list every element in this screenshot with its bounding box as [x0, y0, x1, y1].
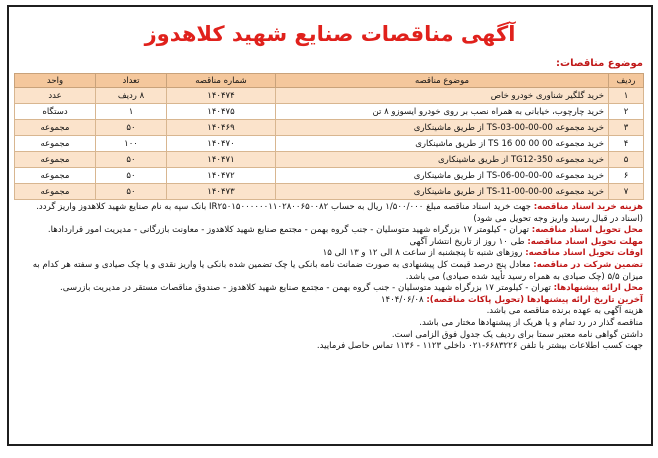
- table-header-row: [15, 74, 644, 88]
- cell-quantity: ۵۰: [96, 120, 167, 136]
- proposal-place-text: تهران - کیلومتر ۱۷ بزرگراه شهید متوسلیان - جنب گروه بهمن - مجتمع صنایع شهید کلاهدوز - صندوق مناقصات مستقر در مدیریت بازرسی.: [59, 283, 551, 294]
- cell-unit: مجموعه: [15, 152, 96, 168]
- header-row-no: ردیف: [609, 74, 644, 88]
- cell-quantity: ۱۰۰: [96, 136, 167, 152]
- cell-row-no: ۲: [609, 104, 644, 120]
- cell-unit: دستگاه: [15, 104, 96, 120]
- header-quantity: تعداد: [96, 74, 167, 88]
- table-row: [15, 88, 644, 104]
- header-tender-number: شماره مناقصه: [167, 74, 276, 88]
- cell-subject: خرید مجموعه TS 16 00 00 00 از طریق ماشینکاری: [276, 136, 609, 152]
- cell-row-no: ۳: [609, 120, 644, 136]
- cell-unit: مجموعه: [15, 136, 96, 152]
- cell-quantity: ۵۰: [96, 184, 167, 200]
- table-row: [15, 152, 644, 168]
- contact-line: جهت کسب اطلاعات بیشتر با تلفن ۶۶۸۳۲۲۶-۰۲۱ داخلی ۱۱۲۳ - ۱۱۳۶ تماس حاصل فرمایید.: [316, 341, 643, 352]
- last-date-label: آخرین تاریخ ارائه پیشنهادها (تحویل پاکات مناقصه):: [426, 294, 643, 305]
- guarantee-text: معادل پنج درصد قیمت کل پیشنهادی به صورت ضمانت نامه بانکی یا چک تضمین شده بانکی یا واریز نقدی و یا چک صیادی و سفته هر کدام به میزان ۵/۵ (چک صیادی به همراه رسید تأیید شده صیادی) می باشد.: [32, 259, 643, 282]
- cell-subject: خرید گلگیر شناوری خودرو خاص: [276, 88, 609, 104]
- tenders-table: [14, 73, 644, 200]
- guarantee-line: [17, 260, 643, 283]
- price-line: [17, 202, 643, 225]
- cell-quantity: ۵۰: [96, 152, 167, 168]
- deadline-label: مهلت تحویل اسناد مناقصه:: [527, 236, 643, 247]
- cell-tender-number: ۱۴۰۴۷۳: [167, 184, 276, 200]
- cell-subject: خرید مجموعه TG12-350 از طریق ماشینکاری: [276, 152, 609, 168]
- note-line: داشتن گواهی نامه معتبر سمتا برای ردیف یک جدول فوق الزامی است.: [391, 329, 643, 340]
- cell-row-no: ۷: [609, 184, 644, 200]
- delivery-place-text: تهران - کیلومتر ۱۷ بزرگراه شهید متوسلیان - جنب گروه بهمن - مجتمع صنایع شهید کلاهدوز - معاونت بازرگانی - مدیریت امور قراردادها.: [47, 225, 530, 236]
- deadline-line: [17, 237, 643, 249]
- subjects-heading: موضوع مناقصات:: [556, 58, 643, 69]
- header-unit: واحد: [15, 74, 96, 88]
- cell-subject: خرید مجموعه TS-11-00-00-00 از طریق ماشینکاری: [276, 184, 609, 200]
- cell-quantity: ۱: [96, 104, 167, 120]
- price-text: جهت خرید اسناد مناقصه مبلغ ۱/۵۰۰/۰۰۰ ریال به حساب IR۲۵۰۱۵۰۰۰۰۰۰۱۱۰۲۸۰۰۶۵۰۰۸۲ بانک سپه به نام صنایع شهید کلاهدوز واریز گردد. (اسناد در قبال رسید واریز وجه تحویل می شود): [36, 202, 643, 224]
- cell-subject: خرید چارچوب، خیابانی به همراه نصب بر روی خودرو ایسوزو ۸ تن: [276, 104, 609, 120]
- header-subject: موضوع مناقصه: [276, 74, 609, 88]
- cell-quantity: ۸ ردیف: [96, 88, 167, 104]
- cell-subject: خرید مجموعه TS-06-00-00-00 از طریق ماشینکاری: [276, 168, 609, 184]
- delivery-place-label: محل تحویل اسناد مناقصه:: [531, 225, 643, 236]
- hours-label: اوقات تحویل اسناد مناقصه:: [525, 248, 643, 259]
- table-row: [15, 168, 644, 184]
- proposal-place-label: محل ارائه پیشنهادها:: [553, 283, 643, 294]
- cell-unit: عدد: [15, 88, 96, 104]
- proposal-place-line: [17, 283, 643, 295]
- cell-row-no: ۱: [609, 88, 644, 104]
- note-line: مناقصه گذار در رد تمام و یا هریک از پیشنهادها مختار می باشد.: [419, 317, 643, 328]
- cell-tender-number: ۱۴۰۴۷۲: [167, 168, 276, 184]
- note-line: هزینه آگهی به عهده برنده مناقصه می باشد.: [486, 306, 643, 317]
- table-row: [15, 184, 644, 200]
- tender-notice: [7, 5, 653, 446]
- cell-unit: مجموعه: [15, 184, 96, 200]
- price-label: هزینه خرید اسناد مناقصه:: [533, 202, 643, 212]
- last-date-text: ۱۴۰۴/۰۶/۰۸: [380, 294, 424, 305]
- cell-tender-number: ۱۴۰۴۷۰: [167, 136, 276, 152]
- table-row: [15, 120, 644, 136]
- last-date-line: [17, 295, 643, 307]
- cell-unit: مجموعه: [15, 120, 96, 136]
- cell-quantity: ۵۰: [96, 168, 167, 184]
- cell-row-no: ۶: [609, 168, 644, 184]
- cell-tender-number: ۱۴۰۴۷۵: [167, 104, 276, 120]
- tender-details: [9, 200, 651, 353]
- hours-text: روزهای شنبه تا پنجشنبه از ساعت ۸ الی ۱۲ و ۱۳ الی ۱۵: [322, 248, 523, 259]
- cell-row-no: ۴: [609, 136, 644, 152]
- cell-tender-number: ۱۴۰۴۷۴: [167, 88, 276, 104]
- delivery-place-line: [17, 225, 643, 237]
- hours-line: [17, 248, 643, 260]
- table-row: [15, 104, 644, 120]
- cell-tender-number: ۱۴۰۴۶۹: [167, 120, 276, 136]
- cell-unit: مجموعه: [15, 168, 96, 184]
- deadline-text: طی ۱۰ روز از تاریخ انتشار آگهی: [409, 236, 525, 247]
- cell-row-no: ۵: [609, 152, 644, 168]
- table-row: [15, 136, 644, 152]
- cell-subject: خرید مجموعه TS-03-00-00-00 از طریق ماشینکاری: [276, 120, 609, 136]
- notice-title: آگهی مناقصات صنایع شهید کلاهدوز: [144, 22, 516, 46]
- guarantee-label: تضمین شرکت در مناقصه:: [533, 259, 643, 270]
- cell-tender-number: ۱۴۰۴۷۱: [167, 152, 276, 168]
